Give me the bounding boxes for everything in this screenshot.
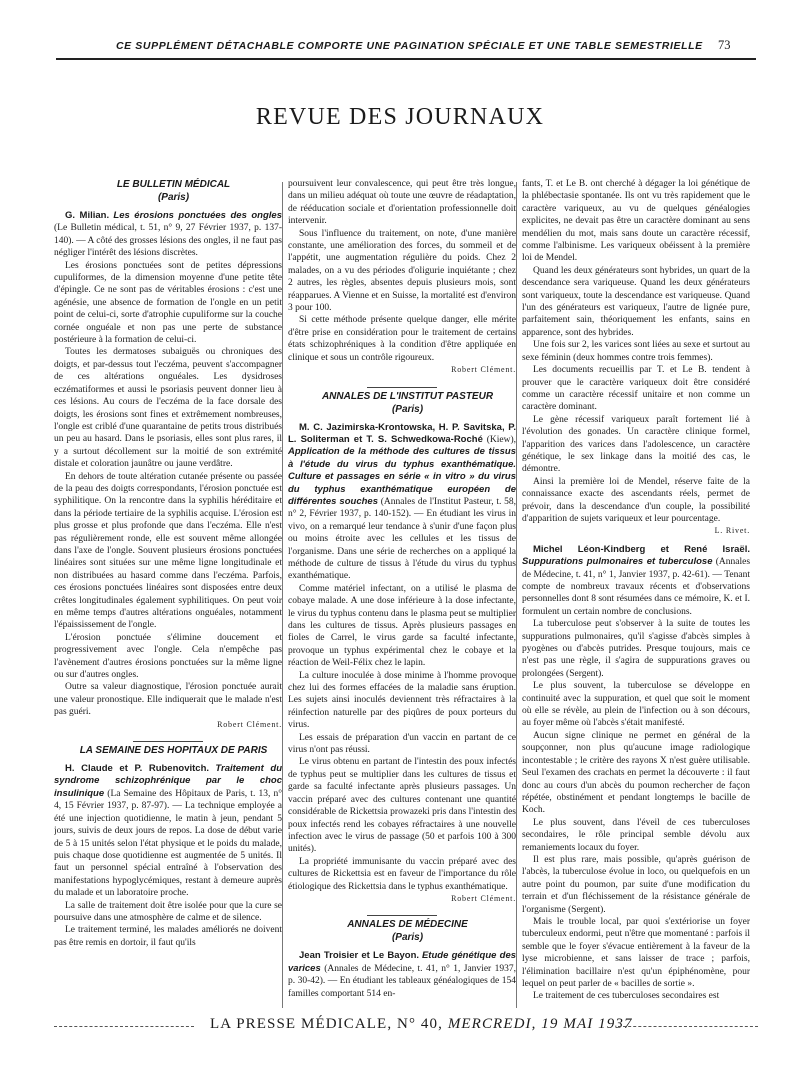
- paragraph: fants, T. et Le B. ont cherché à dégager la loi génétique de la phlébectasie spontanée. Ils ont vu très rapidement que le caractère variqueux, au vu de quelques généalogies explicites, ne devait pas être un caractère dominant au sens mendélien du mot, mais sans doute un caractère récessif, comme l'albinisme. Les variqueux obéissent à la première loi de Mendel.: [522, 179, 750, 264]
- signature: L. Rivet.: [714, 526, 750, 536]
- paragraph: Le plus souvent, dans l'éveil de ces tuberculoses secondaires, le rôle principal semble dévolu aux remaniements locaux du foyer.: [522, 817, 750, 853]
- issue-number: N° 40,: [397, 1016, 443, 1032]
- section-rule: [367, 387, 437, 388]
- article-title: Suppurations pulmonaires et tuberculose: [522, 556, 713, 568]
- paragraph: Les essais de préparation d'un vaccin en partant de ce virus n'ont pas réussi.: [288, 732, 516, 756]
- article-title: Traitement du syndrome schizophrénique par le choc insulinique: [54, 763, 282, 799]
- column-2: [288, 178, 516, 1008]
- article-lead: [288, 950, 516, 1000]
- article-title: Application de la méthode des cultures de tissus à l'étude du virus du typhus exanthématique. Culture et passages en série « in vitro » du virus du typhus exanthématique européen de différentes souches: [288, 446, 516, 507]
- article-author: M. C. Jazimirska-Krontowska, H. P. Savitska, P. L. Soliterman et T. S. Schwedkowa-Roché: [288, 421, 516, 445]
- article-text: (Annales de Médecine, t. 41, n° 1, Janvier 1937, p. 42-61). — Tenant compte de nombreux travaux récents et d'observations personnelles dont 8 sont résumées dans ce mémoire, K. et I. formulent un certain nombre de conclusions.: [522, 557, 750, 617]
- signature: Robert Clément.: [451, 365, 516, 375]
- signature: Robert Clément.: [217, 719, 282, 729]
- page-number: 73: [718, 38, 731, 52]
- paragraph: Les documents recueillis par T. et Le B. tendent à prouver que le caractère variqueux doit être considéré comme un caractère récessif unitaire et non comme un caractère dominant.: [522, 365, 750, 413]
- paragraph: La culture inoculée à dose minime à l'homme provoque chez lui des formes effacées de la maladie sans éruption. Les sujets ainsi inoculés deviennent très réfractaires à la réinfection naturelle par des piqûres de poux porteurs du virus.: [288, 670, 516, 731]
- article-text: (La Semaine des Hôpitaux de Paris, t. 13, n° 4, 15 Février 1937, p. 87-97). — La technique employée a été une injection quotidienne, le matin à jeun, pendant 5 jours, suivis de deux jours de repos. La dose de début varie de 5 à 15 unités selon l'état physique et le poids du malade, puis chaque dose quotidienne est augmentée de 5 unités. Il faut un personnel spécial entraîné à l'observation des manifestations hypoglycémiques, restant à demeure auprès du malade et un laboratoire proche.: [54, 788, 282, 899]
- article-text: (Le Bulletin médical, t. 51, n° 9, 27 Février 1937, p. 137-140). — A côté des grosses lésions des ongles, il ne faut pas négliger l'intérêt des lésions discrètes.: [54, 223, 282, 259]
- paragraph: La salle de traitement doit être isolée pour que la cure se poursuive dans une atmosphère de calme et de silence.: [54, 900, 282, 923]
- paragraph: La propriété immunisante du vaccin préparé avec des cultures de Rickettsia est en faveur de l'importance du rôle étiologique des Rickettsia dans le typhus exanthématique.: [288, 856, 516, 892]
- journal-name: LA PRESSE MÉDICALE,: [210, 1016, 393, 1032]
- paragraph: poursuivent leur convalescence, qui peut être très longue, dans un milieu adéquat où toute une œuvre de réadaptation, de rééducation sociale et d'orientation professionnelle doit intervenir.: [288, 179, 516, 227]
- footer-rule: [618, 1026, 758, 1027]
- header-rule: [56, 58, 756, 60]
- section-city: (Paris): [391, 403, 424, 415]
- issue-date: MERCREDI, 19 MAI 1937: [447, 1016, 633, 1032]
- paragraph: L'érosion ponctuée s'élimine doucement et progressivement avec l'ongle. Cela n'empêche pas l'avènement d'autres érosions ponctuées sur la même ligne ou sur d'autres ongles.: [54, 632, 282, 681]
- paragraph: La tuberculose peut s'observer à la suite de toutes les suppurations pulmonaires, qu'il s'agisse d'abcès simples à pyogènes ou d'abcès putrides. Presque toujours, mais ce n'est pas une règle, il s'agira de suppurations graves ou prolongées (Sergent).: [522, 619, 750, 679]
- article-title: Les érosions ponctuées des ongles: [113, 210, 282, 221]
- article-title: Etude génétique des varices: [288, 950, 516, 974]
- column-3: [522, 178, 750, 1008]
- signature: Robert Clément.: [451, 893, 516, 903]
- paragraph: Aucun signe clinique ne permet en général de la soupçonner, non plus qu'aucune image radiologique incontestable ; le critère des rayons X n'est guère utilisable. Seul l'examen des crachats en permet la découverte : il faut donc au cours d'un abcès du poumon rechercher de façon répétée, obstinément et pendant longtemps le bacille de Koch.: [522, 730, 750, 816]
- footer-text: [210, 1016, 633, 1033]
- paragraph: Le plus souvent, la tuberculose se développe en continuité avec la suppuration, et quel que soit le moment où elle se révèle, au plein de l'infection ou à son décours, au foyer même où l'abcès s'était manifesté.: [522, 681, 750, 729]
- section-heading: ANNALES DE L'INSTITUT PASTEUR: [321, 390, 494, 402]
- section-city: (Paris): [157, 192, 190, 203]
- paragraph: Sous l'influence du traitement, on note, d'une manière constante, une amélioration des forces, du sommeil et de l'appétit, une augmentation régulière du poids. Chez 2 malades, on a vu des périodes d'oligurie inquiétante ; chez 2 autres, les règles, absentes depuis plusieurs mois, sont réapparues. A Vienne et en Suisse, la mortalité est d'environ 3 pour 100.: [288, 228, 516, 314]
- paragraph: Il est plus rare, mais possible, qu'après guérison de l'abcès, la tuberculose évolue in loco, ou quelquefois en un autre point du poumon, par suite d'une modification du terrain et d'un fléchissement de la résistance générale de l'organisme (Sergent).: [522, 854, 750, 915]
- article-lead: [54, 210, 282, 260]
- column-1: [54, 178, 282, 1008]
- paragraph: Comme matériel infectant, on a utilisé le plasma de cobaye malade. A une dose inférieure à la dose infectante, le virus du typhus contenu dans le plasma peut se multiplier dans les cultures de tissus. Après plusieurs passages en fioles de Carrel, le virus garde sa faculté infectante, provoque un typhus expérimental chez le cobaye et la réaction de Weil-Félix chez le lapin.: [288, 583, 516, 669]
- article-place: (Kiew),: [486, 434, 516, 445]
- page-title: REVUE DES JOURNAUX: [255, 104, 545, 130]
- article-author: G. Milian.: [65, 210, 110, 221]
- paragraph: Le traitement terminé, les malades améliorés ne doivent pas être remis en dortoir, il faut qu'ils: [54, 925, 282, 948]
- paragraph: Le gène récessif variqueux paraît fortement lié à l'évolution des gonades. Un caractère clinique formel, l'apparition des varices dans l'adolescence, un caractère génétique, le sex linkage dans la moitié des cas, le démontre.: [522, 414, 750, 475]
- footer-rule: [54, 1026, 194, 1027]
- paragraph: Toutes les dermatoses subaiguës ou chroniques des doigts, et par-dessus tout l'eczéma, peuvent s'accompagner de ces altérations onguéales. Les dysidroses eczématiformes et aussi le psoriasis peuvent donner lieu à ces lésions. Au cours de l'eczéma de la face dorsale des doigts, les érosions sont fines et extrêmement nombreuses, l'ongle est criblé d'une quarantaine de petits trous distribués un peu au hasard. Dans le psoriasis, elles sont plus rares, il y a surtout décollement sur la moitié de son extrémité distale et coloration jaunâtre ou jaune verdâtre.: [54, 347, 282, 470]
- section-heading: ANNALES DE MÉDECINE: [347, 919, 468, 931]
- paragraph: Une fois sur 2, les varices sont liées au sexe et surtout au sexe féminin (deux hommes contre trois femmes).: [522, 340, 750, 363]
- column-divider: [282, 182, 283, 1008]
- paragraph: Si cette méthode présente quelque danger, elle mérite d'être prise en considération pour le traitement de certains états schizophréniques à la condition d'être appliquée en clinique et sous un contrôle rigoureux.: [288, 315, 516, 363]
- section-heading: LE BULLETIN MÉDICAL: [116, 179, 231, 190]
- section-city: (Paris): [391, 932, 424, 944]
- banner-text: CE SUPPLÉMENT DÉTACHABLE COMPORTE UNE PAGINATION SPÉCIALE ET UNE TABLE SEMESTRIELLE: [116, 40, 703, 52]
- page-footer: [54, 1016, 758, 1036]
- paragraph: Le virus obtenu en partant de l'intestin des poux infectés de typhus peut se multiplier dans les cultures de tissus et garde sa faculté infectante après plusieurs passages. Un vaccin préparé avec des cultures contenant une quantité considérable de Rickettsia prowazeki pris dans l'intestin des poux infectés rend les cobayes réfractaires à une nouvelle infection avec le virus de passage (50 et parfois 100 à 300 unités).: [288, 757, 516, 855]
- article-text: (Annales de Médecine, t. 41, n° 1, Janvier 1937, p. 30-42). — En étudiant les tableaux généalogiques de 154 familles comportant 514 en-: [288, 963, 516, 999]
- article-lead: [522, 544, 750, 618]
- section-heading: LA SEMAINE DES HOPITAUX DE PARIS: [79, 745, 268, 757]
- article-lead: [288, 422, 516, 583]
- paragraph: Quand les deux générateurs sont hybrides, un quart de la descendance sera variqueuse. Quand les deux générateurs sont variqueux, toute la descendance est variqueuse. Quand l'un des générateurs est variqueux, l'autre de lignée pure, parfaitement sain, théoriquement les enfants, sains en apparence, sont des hybrides.: [522, 265, 750, 338]
- paragraph: Outre sa valeur diagnostique, l'érosion ponctuée aurait une valeur pronostique. Elle indiquerait que le malade n'est pas guéri.: [54, 682, 282, 718]
- section-rule: [367, 915, 437, 916]
- paragraph: Mais le trouble local, par quoi s'extériorise un foyer tuberculeux endormi, peut n'être que momentané : parfois il semble que le foyer s'évacue entièrement à la faveur de la lyse microbienne, et sans laisser de trace ; parfois, l'élimination bacillaire n'est qu'un épiphénomène, pour lequel on peut parler de « bacilles de sortie ».: [522, 916, 750, 989]
- article-author: Jean Troisier et Le Bayon.: [299, 950, 420, 962]
- column-divider: [516, 182, 517, 1008]
- paragraph: Ainsi la première loi de Mendel, réserve faite de la connaissance exacte des ascendants réels, permet de prévoir, dans la descendance d'un couple, la possibilité d'apparition de sujets variqueux et leur pourcentage.: [522, 476, 750, 524]
- paragraph: Le traitement de ces tuberculoses secondaires est: [533, 991, 720, 1002]
- article-author: H. Claude et P. Rubenovitch.: [65, 763, 210, 775]
- article-text: (Annales de l'Institut Pasteur, t. 58, n° 2, Février 1937, p. 140-152). — En étudiant les virus in vivo, on a remarqué leur tendance à s'unir d'une façon plus ou moins étroite avec les cellules et les tissus de l'organisme. Dans une série de recherches on a appliqué la méthode de culture de tissus à l'étude du virus du typhus exanthématique.: [288, 496, 516, 582]
- article-lead: [54, 763, 282, 899]
- paragraph: En dehors de toute altération cutanée présente ou passée de la peau des doigts correspondants, l'érosion ponctuée est syphilitique. On la rencontre dans la syphilis héréditaire et dans la période tertiaire de la syphilis acquise. L'érosion est plus grosse et plus profonde que dans l'eczéma. Elle n'est pas régulièrement ronde, elle est souvent même allongée dans l'axe de l'ongle. Souvent plusieurs érosions ponctuées linéaires sont situées sur une même ligne longitudinale et non distribuées au hasard comme dans l'eczéma. Parfois, ces érosions ponctuées linéaires sont disposées entre deux crêtes longitudinales également syphilitiques. On peut voir en même temps d'autres altérations onguéales, notamment l'épaississement de l'ongle.: [54, 471, 282, 631]
- paragraph: Les érosions ponctuées sont de petites dépressions cupuliformes, de la dimension moyenne d'une petite tête d'épingle. Ce ne sont pas de véritables érosions : c'est une agénésie, une absence de formation de l'ongle en un petit point de celui-ci, sorte d'atrophie cupuliforme sur la couche cornée onguéale et non pas une perte de substance postérieure à la formation de celui-ci.: [54, 260, 282, 346]
- section-rule: [133, 741, 203, 742]
- article-author: Michel Léon-Kindberg et René Israël.: [533, 543, 750, 555]
